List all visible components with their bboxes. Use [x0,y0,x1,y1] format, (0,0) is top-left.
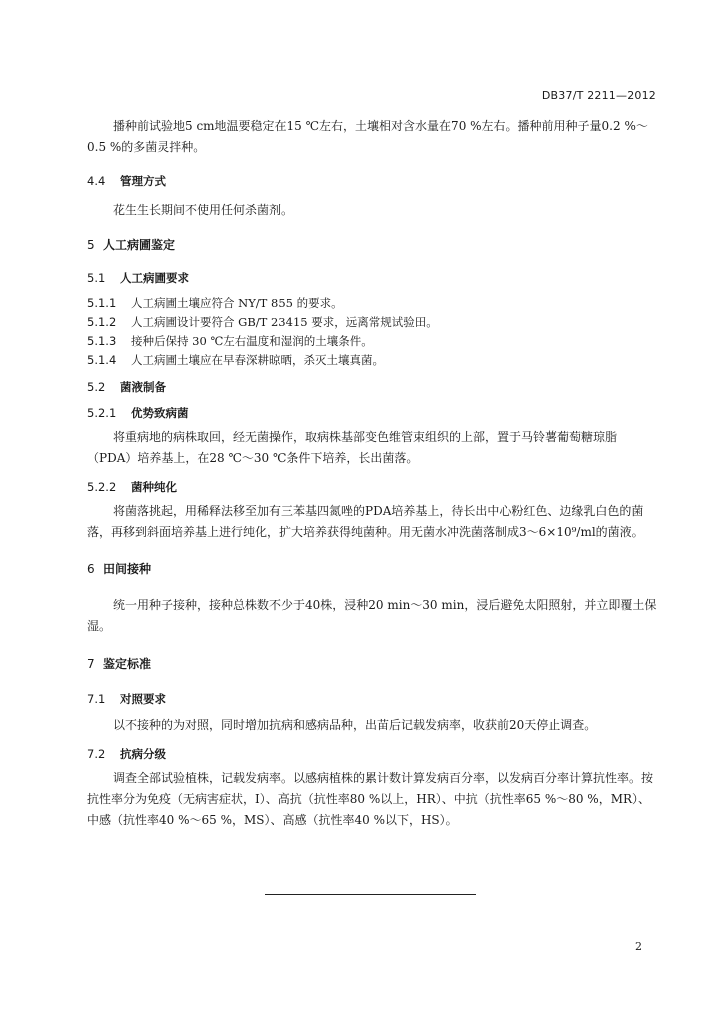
section-5-2-1-text: 将重病地的病株取回，经无菌操作，取病株基部变色维管束组织的上部，置于马铃薯葡萄糖琼脂（PDA）培养基上，在28 ℃～30 ℃条件下培养，长出菌落。 [87,430,618,465]
section-7-2-text: 调查全部试验植株，记载发病率。以感病植株的累计数计算发病百分率，以发病百分率计算抗性率。按抗性率分为免疫（无病害症状，I）、高抗（抗性率80 %以上，HR）、中抗（抗性率65 %～80 %，MR）、中感（抗性率40 %～65 %，MS）、高感（抗性率40 %以下，HS）。 [87,771,654,827]
section-5-2-2-text: 将菌落挑起，用稀释法移至加有三苯基四氮唑的PDA培养基上，待长出中心粉红色、边缘乳白色的菌落，再移到斜面培养基上进行纯化，扩大培养获得纯菌种。用无菌水冲洗菌落制成3～6×10⁹/ml的菌液。 [87,504,644,539]
section-4-4-heading [87,172,659,190]
section-title: 鉴定标准 [103,657,152,671]
section-7-1-text: 以不接种的为对照，同时增加抗病和感病品种，出苗后记载发病率，收获前20天停止调查。 [113,718,597,732]
section-number: 5.2.1 [87,406,117,420]
section-5-2-2-heading [87,478,659,496]
section-title: 抗病分级 [120,747,166,761]
section-title: 对照要求 [120,692,166,706]
page-number: 2 [635,940,642,953]
list-item [87,332,659,351]
section-5-2-heading [87,378,659,396]
section-title: 菌液制备 [120,380,166,394]
section-7-heading [87,655,659,673]
end-rule [265,894,476,895]
section-6-heading [87,560,659,578]
section-title: 管理方式 [120,174,166,188]
document-code: DB37/T 2211—2012 [541,89,656,102]
item-text: 人工病圃设计要符合 GB/T 23415 要求，远离常规试验田。 [131,315,438,329]
section-number: 7.2 [87,747,106,761]
section-number: 5.1 [87,271,106,285]
section-number: 5.2 [87,380,106,394]
section-7-2-heading [87,745,659,763]
list-item [87,313,659,332]
section-5-heading [87,236,659,254]
section-title: 优势致病菌 [131,406,189,420]
item-number: 5.1.1 [87,296,117,310]
section-4-4-text: 花生生长期间不使用任何杀菌剂。 [113,203,294,217]
section-7-1-heading [87,690,659,708]
section-title: 田间接种 [103,562,152,576]
section-number: 7.1 [87,692,106,706]
section-number: 5 [87,238,95,252]
section-title: 人工病圃鉴定 [103,238,176,252]
list-item [87,294,659,313]
section-number: 5.2.2 [87,480,117,494]
section-6-text: 统一用种子接种，接种总株数不少于40株，浸种20 min～30 min，浸后避免太阳照射，并立即覆土保湿。 [87,598,657,633]
item-number: 5.1.4 [87,353,117,367]
section-title: 人工病圃要求 [120,271,189,285]
section-number: 7 [87,657,95,671]
item-number: 5.1.2 [87,315,117,329]
item-number: 5.1.3 [87,334,117,348]
list-item [87,351,659,370]
section-5-1-heading [87,269,659,287]
section-number: 4.4 [87,174,106,188]
sowing-paragraph: 播种前试验地5 cm地温要稳定在15 ℃左右，土壤相对含水量在70 %左右。播种前用种子量0.2 %～0.5 %的多菌灵拌种。 [87,119,648,154]
section-5-2-1-heading [87,404,659,422]
item-text: 人工病圃土壤应在早春深耕晾晒，杀灭土壤真菌。 [131,353,384,367]
section-number: 6 [87,562,95,576]
page-body [87,116,659,831]
item-text: 接种后保持 30 ℃左右温度和湿润的土壤条件。 [131,334,373,348]
item-text: 人工病圃土壤应符合 NY/T 855 的要求。 [131,296,343,310]
section-title: 菌种纯化 [131,480,177,494]
